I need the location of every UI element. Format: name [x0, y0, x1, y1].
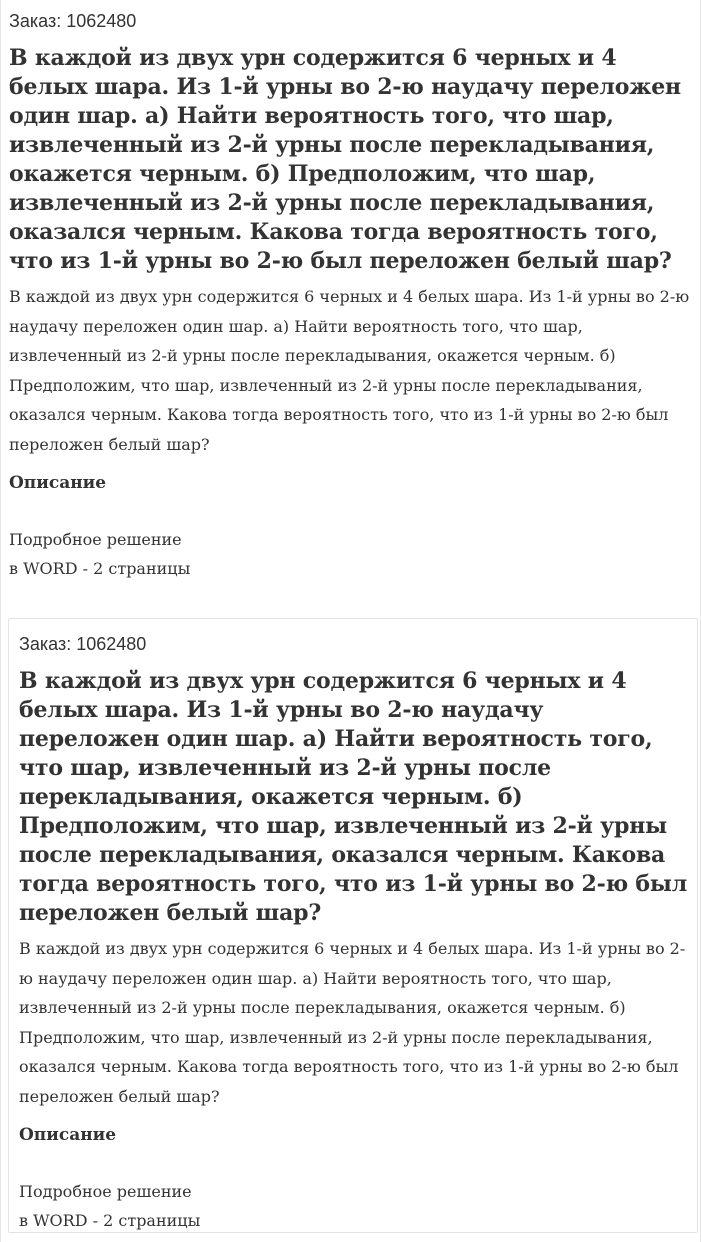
order-number: Заказ: 1062480 [9, 11, 137, 31]
description-heading: Описание [19, 1125, 117, 1145]
description-line-1: Подробное решение [9, 530, 182, 549]
order-number: Заказ: 1062480 [19, 634, 147, 654]
listing-body: В каждой из двух урн содержится 6 черных и 4 белых шара. Из 1-й урны во 2-ю наудачу переложен один шар. а) Найти вероятность того, что шар, извлеченный из 2-й урны после перекладывания, окажется черным. б) Предположим, что шар, извлеченный из 2-й урны после перекладывания, оказался черным. Какова тогда вероятность того, что из 1-й урны во 2-ю был переложен белый шар? [19, 939, 686, 1106]
listing-card-secondary [8, 618, 698, 1233]
description-line-1: Подробное решение [19, 1182, 192, 1201]
description-line-2: в WORD - 2 страницы [19, 1211, 201, 1230]
description-heading: Описание [9, 473, 107, 493]
listing-title[interactable]: В каждой из двух урн содержится 6 черных и 4 белых шара. Из 1-й урны во 2-ю наудачу переложен один шар. а) Найти вероятность того, что шар, извлеченный из 2-й урны после перекладывания, окажется черным. б) Предположим, что шар, извлеченный из 2-й урны после перекладывания, оказался черным. Какова тогда вероятность того, что из 1-й урны во 2-ю был переложен белый шар? [9, 45, 681, 274]
listing-title[interactable]: В каждой из двух урн содержится 6 черных и 4 белых шара. Из 1-й урны во 2-ю наудачу переложен один шар. а) Найти вероятность того, что шар, извлеченный из 2-й урны после перекладывания, окажется черным. б) Предположим, что шар, извлеченный из 2-й урны после перекладывания, оказался черным. Какова тогда вероятность того, что из 1-й урны во 2-ю был переложен белый шар? [19, 668, 688, 926]
listing-body: В каждой из двух урн содержится 6 черных и 4 белых шара. Из 1-й урны во 2-ю наудачу переложен один шар. а) Найти вероятность того, что шар, извлеченный из 2-й урны после перекладывания, окажется черным. б) Предположим, что шар, извлеченный из 2-й урны после перекладывания, оказался черным. Какова тогда вероятность того, что из 1-й урны во 2-ю был переложен белый шар? [9, 287, 690, 454]
description-line-2: в WORD - 2 страницы [9, 559, 191, 578]
